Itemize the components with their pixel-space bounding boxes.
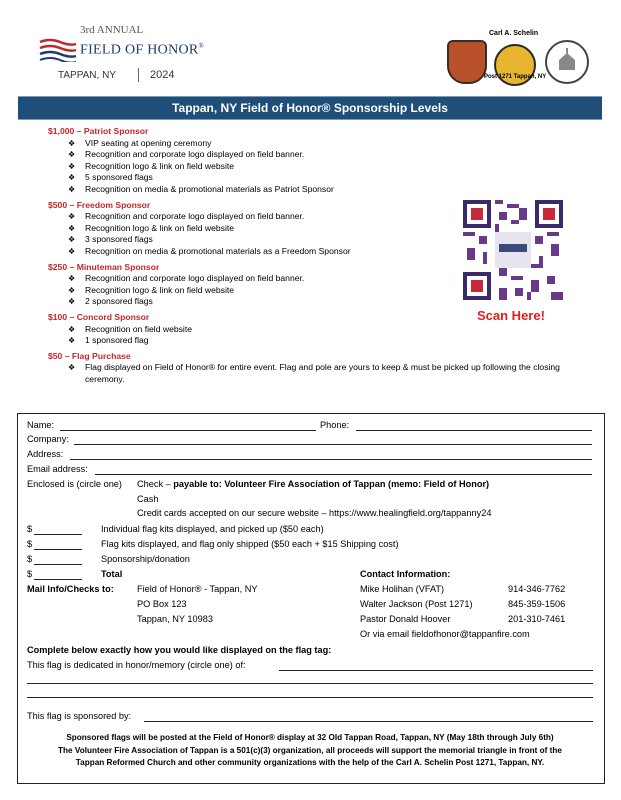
phone-label: Phone: xyxy=(320,420,350,430)
dollar-sign: $ xyxy=(27,539,33,549)
phone-field[interactable] xyxy=(356,430,592,431)
contact-heading: Contact Information: xyxy=(360,569,451,579)
footer-line: Tappan Reformed Church and other community organizations with the help of the Carl A. Schelin Post 1271, Tappan, NY. xyxy=(75,758,545,767)
contact-name: Walter Jackson (Post 1271) xyxy=(360,599,473,609)
mail-line: Field of Honor® - Tappan, NY xyxy=(137,584,258,594)
qr-code-icon[interactable] xyxy=(463,200,563,300)
name-label: Name: xyxy=(27,420,55,430)
level-heading: $500 – Freedom Sponsor xyxy=(48,199,151,210)
sponsored-by-field[interactable] xyxy=(144,721,593,722)
list-item: ❖ Recognition and corporate logo displayed on field banner. xyxy=(68,149,596,161)
list-item: ❖ Recognition and corporate logo displayed on field banner. xyxy=(68,211,596,223)
flag-logo-icon xyxy=(38,38,78,62)
list-item: ❖ Recognition on media & promotional materials as Patriot Sponsor xyxy=(68,184,596,196)
email-field[interactable] xyxy=(95,474,592,475)
company-label: Company: xyxy=(27,434,69,444)
amount-field-total[interactable] xyxy=(34,579,82,580)
line-item-label: Individual flag kits displayed, and picked up ($50 each) xyxy=(101,524,324,534)
line-item-label: Sponsorship/donation xyxy=(101,554,190,564)
list-item: ❖ Recognition and corporate logo displayed on field banner. xyxy=(68,273,596,285)
address-field[interactable] xyxy=(70,459,592,460)
list-item: ❖ 1 sponsored flag xyxy=(68,335,596,347)
list-item: ❖ 5 sponsored flags xyxy=(68,172,596,184)
amount-field-individual[interactable] xyxy=(34,534,82,535)
level-benefits xyxy=(36,138,596,196)
amount-field-shipped[interactable] xyxy=(34,549,82,550)
contact-phone: 201-310-7461 xyxy=(508,614,566,624)
sponsored-by-label: This flag is sponsored by: xyxy=(27,711,132,721)
logo-year: 2024 xyxy=(150,69,175,81)
logo-title: FIELD OF HONOR® xyxy=(80,42,205,58)
dollar-sign: $ xyxy=(27,524,33,534)
list-item: ❖ Recognition on media & promotional materials as a Freedom Sponsor xyxy=(68,246,596,258)
logo-annual: 3rd ANNUAL xyxy=(80,24,144,36)
payment-option-credit[interactable]: Credit cards accepted on our secure website – https://www.healingfield.org/tappanny24 xyxy=(137,508,492,518)
list-item: ❖ Recognition logo & link on field website xyxy=(68,161,596,173)
dollar-sign: $ xyxy=(27,554,33,564)
level-heading: $50 – Flag Purchase xyxy=(48,350,131,361)
contact-email[interactable]: Or via email fieldofhonor@tappanfire.com xyxy=(360,629,530,639)
tag-heading: Complete below exactly how you would like displayed on the flag tag: xyxy=(27,645,332,655)
footer-line: Sponsored flags will be posted at the Field of Honor® display at 32 Old Tappan Road, Tappan, NY (May 18th through July 6th) xyxy=(66,733,554,742)
level-heading: $1,000 – Patriot Sponsor xyxy=(48,126,149,136)
contact-phone: 845-359-1506 xyxy=(508,599,566,609)
payment-option-cash[interactable]: Cash xyxy=(137,494,159,504)
church-seal-icon xyxy=(545,40,589,84)
footer-notice xyxy=(22,732,598,770)
list-item: ❖ Recognition logo & link on field website xyxy=(68,285,596,297)
list-item: ❖ Recognition on field website xyxy=(68,324,596,336)
mail-label: Mail Info/Checks to: xyxy=(27,584,114,594)
level-benefits xyxy=(36,362,596,385)
email-label: Email address: xyxy=(27,464,88,474)
logo-location: TAPPAN, NY xyxy=(58,70,116,81)
dedicated-field-line3[interactable] xyxy=(27,697,593,698)
list-item: ❖ 3 sponsored flags xyxy=(68,234,596,246)
enclosed-label: Enclosed is (circle one) xyxy=(27,479,122,489)
level-heading: $100 – Concord Sponsor xyxy=(48,311,150,322)
dollar-sign: $ xyxy=(27,569,33,579)
post-seal-subtitle: Post 1271 Tappan, NY xyxy=(484,74,547,80)
level-heading: $250 – Minuteman Sponsor xyxy=(48,261,160,272)
mail-line: Tappan, NY 10983 xyxy=(137,614,213,624)
list-item: ❖ Flag displayed on Field of Honor® for entire event. Flag and pole are yours to keep & must be picked up following the closing ceremony. xyxy=(68,362,566,385)
list-item: ❖ 2 sponsored flags xyxy=(68,296,596,308)
page-title-banner: Tappan, NY Field of Honor® Sponsorship Levels xyxy=(18,96,602,120)
logo-divider xyxy=(138,68,139,82)
fire-department-patch-icon xyxy=(447,40,487,84)
level-benefits xyxy=(36,324,596,347)
mail-line: PO Box 123 xyxy=(137,599,187,609)
payment-option-check[interactable]: Check – payable to: Volunteer Fire Association of Tappan (memo: Field of Honor) xyxy=(137,479,490,489)
contact-phone: 914-346-7762 xyxy=(508,584,566,594)
list-item: ❖ Recognition logo & link on field website xyxy=(68,223,596,235)
line-item-label: Flag kits displayed, and flag only shipped ($50 each + $15 Shipping cost) xyxy=(101,539,399,549)
total-label: Total xyxy=(101,569,123,579)
amount-field-donation[interactable] xyxy=(34,564,82,565)
dedicated-label: This flag is dedicated in honor/memory (circle one) of: xyxy=(27,660,246,670)
scan-here-caption: Scan Here! xyxy=(477,308,545,323)
dedicated-field-line2[interactable] xyxy=(27,683,593,684)
company-field[interactable] xyxy=(74,444,592,445)
contact-name: Mike Holihan (VFAT) xyxy=(360,584,445,594)
post-seal-title: Carl A. Schelin xyxy=(489,30,539,37)
address-label: Address: xyxy=(27,449,64,459)
name-field[interactable] xyxy=(60,430,316,431)
dedicated-field[interactable] xyxy=(279,670,593,671)
list-item: ❖ VIP seating at opening ceremony xyxy=(68,138,596,150)
footer-line: The Volunteer Fire Association of Tappan is a 501(c)(3) organization, all proceeds will support the memorial triangle in front of the xyxy=(58,745,562,755)
contact-name: Pastor Donald Hoover xyxy=(360,614,451,624)
